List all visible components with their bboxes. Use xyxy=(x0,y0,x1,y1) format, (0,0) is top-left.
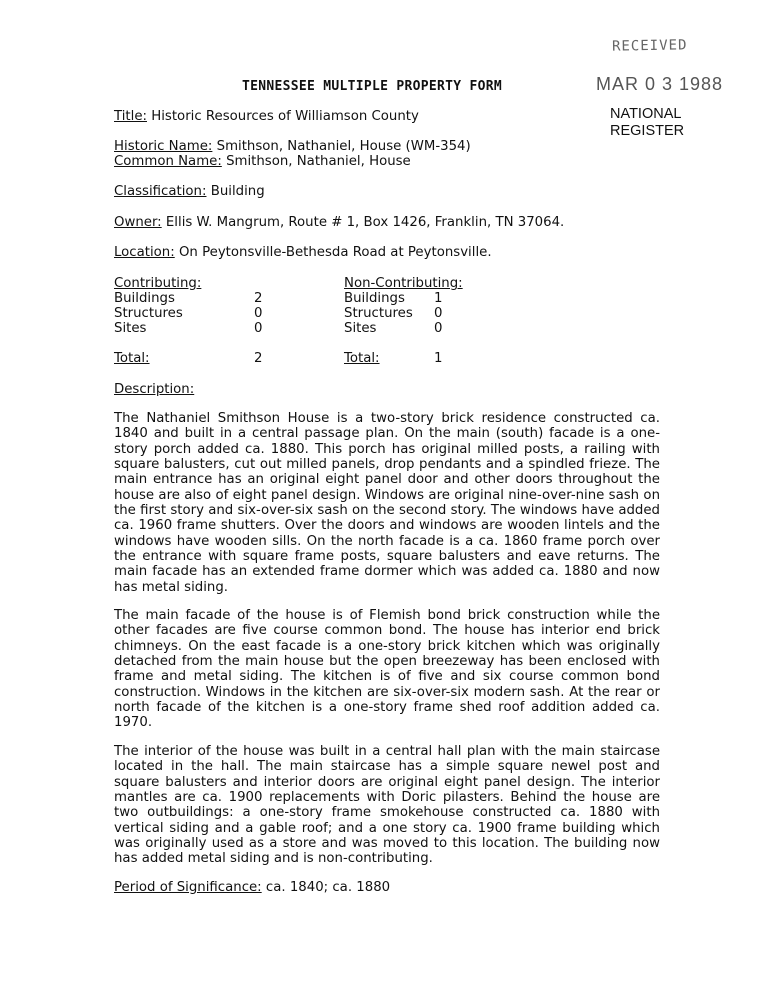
historic-name-value: Smithson, Nathaniel, House (WM-354) xyxy=(216,139,471,154)
national-register-stamp: NATIONAL REGISTER xyxy=(610,106,685,139)
common-name-value: Smithson, Nathaniel, House xyxy=(226,154,411,169)
title-label: Title: xyxy=(114,109,147,124)
description-paragraph-3: The interior of the house was built in a central hall plan with the main staircase located in the hall. The main staircase has a simple square newel post and square balusters and interior doors are original eight panel design. The interior mantles are ca. 1900 replacements with Doric pilasters. Behind the house are two outbuildings: a one-story frame smokehouse constructed ca. 1880 with vertical siding and a gable roof; and a one story ca. 1900 frame building which was originally used as a store and was moved to this location. The building now has added metal siding and is non-contributing. xyxy=(114,744,660,867)
contributing-total-count: 2 xyxy=(254,351,263,366)
common-name-field xyxy=(114,154,411,169)
common-name-label: Common Name: xyxy=(114,154,222,169)
noncontributing-buildings-count: 1 xyxy=(434,291,443,306)
historic-name-field xyxy=(114,139,471,154)
noncontributing-structures-count: 0 xyxy=(434,306,443,321)
period-label: Period of Significance: xyxy=(114,880,262,895)
location-label: Location: xyxy=(114,245,175,260)
contributing-sites-count: 0 xyxy=(254,321,263,336)
noncontributing-total-count: 1 xyxy=(434,351,443,366)
title-field xyxy=(114,109,419,124)
noncontributing-total-label: Total: xyxy=(344,351,380,366)
contributing-structures-count: 0 xyxy=(254,306,263,321)
period-of-significance xyxy=(114,880,390,895)
title-value: Historic Resources of Williamson County xyxy=(151,109,419,124)
owner-value: Ellis W. Mangrum, Route # 1, Box 1426, Franklin, TN 37064. xyxy=(165,215,565,230)
owner-field xyxy=(114,215,564,230)
received-date-stamp: MAR 0 3 1988 xyxy=(596,74,724,94)
contributing-sites-label: Sites xyxy=(114,321,147,336)
description-paragraph-2: The main facade of the house is of Flemish bond brick construction while the other facades are five course common bond. The house has interior end brick chimneys. On the east facade is a one-story brick kitchen which was originally detached from the main house but the open breezeway has been enclosed with frame and metal siding. The kitchen is of five and six course common bond construction. Windows in the kitchen are six-over-six modern sash. At the rear or north facade of the kitchen is a one-story frame shed roof addition added ca. 1970. xyxy=(114,608,660,731)
historic-name-label: Historic Name: xyxy=(114,139,213,154)
classification-value: Building xyxy=(210,184,265,199)
contributing-buildings-count: 2 xyxy=(254,291,263,306)
contributing-structures-label: Structures xyxy=(114,306,183,321)
form-heading: TENNESSEE MULTIPLE PROPERTY FORM xyxy=(242,79,503,94)
owner-label: Owner: xyxy=(114,215,162,230)
location-field xyxy=(114,245,492,260)
noncontributing-header: Non-Contributing: xyxy=(344,276,463,291)
classification-label: Classification: xyxy=(114,184,207,199)
noncontributing-sites-count: 0 xyxy=(434,321,443,336)
noncontributing-buildings-label: Buildings xyxy=(344,291,405,306)
description-label: Description: xyxy=(114,382,195,397)
received-stamp: RECEIVED xyxy=(611,37,688,55)
contributing-header: Contributing: xyxy=(114,276,202,291)
contributing-total-label: Total: xyxy=(114,351,150,366)
description-paragraph-1: The Nathaniel Smithson House is a two-story brick residence constructed ca. 1840 and built in a central passage plan. On the main (south) facade is a one-story porch added ca. 1880. This porch has original milled posts, a railing with square balusters, cut out milled panels, drop pendants and a spindled frieze. The main entrance has an original eight panel door and other doors throughout the house are also of eight panel design. Windows are original nine-over-nine sash on the first story and six-over-six sash on the second story. The windows have added ca. 1960 frame shutters. Over the doors and windows are wooden lintels and the windows have wooden sills. On the north facade is a ca. 1860 frame porch over the entrance with square frame posts, square balusters and eave returns. The main facade has an extended frame dormer which was added ca. 1880 and now has metal siding. xyxy=(114,411,660,595)
period-value: ca. 1840; ca. 1880 xyxy=(265,880,391,895)
classification-field xyxy=(114,184,265,199)
noncontributing-sites-label: Sites xyxy=(344,321,377,336)
location-value: On Peytonsville-Bethesda Road at Peytonsville. xyxy=(178,245,492,260)
noncontributing-structures-label: Structures xyxy=(344,306,413,321)
contributing-buildings-label: Buildings xyxy=(114,291,175,306)
